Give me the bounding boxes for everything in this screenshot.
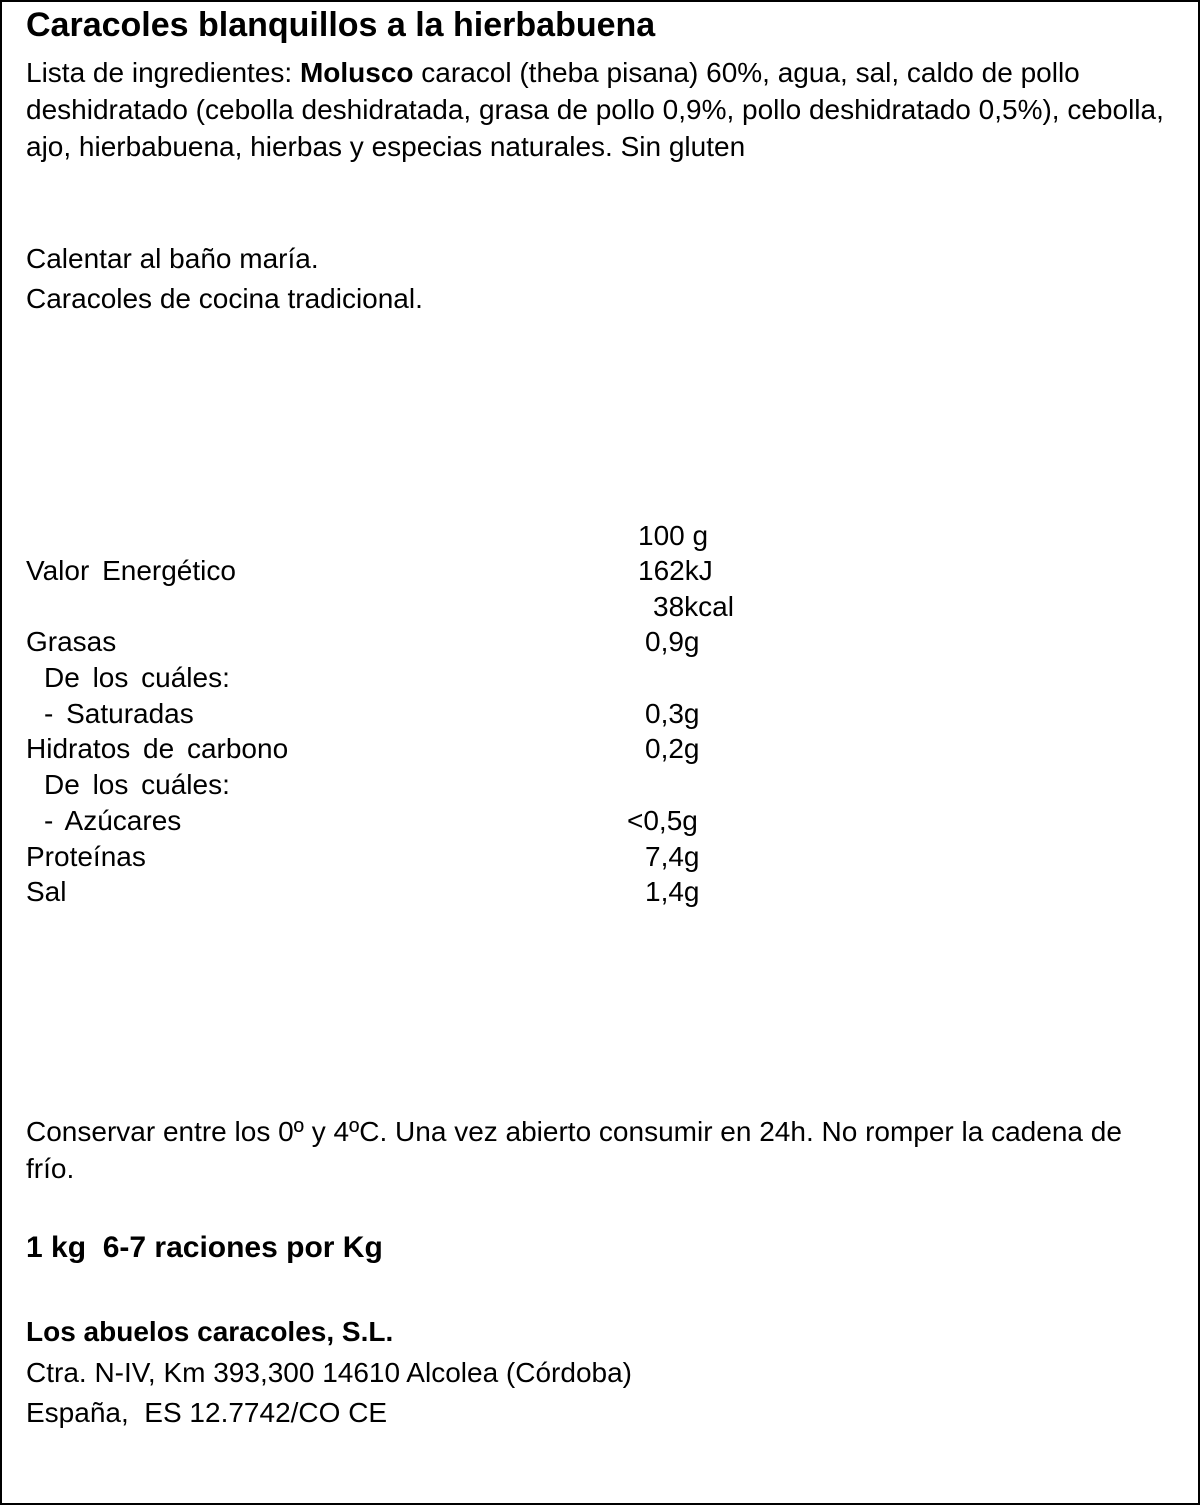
nutrition-value-energy-kj: 162kJ xyxy=(638,555,713,586)
ingredients-list xyxy=(26,54,1176,165)
nutrition-value-saturated: 0,3g xyxy=(645,698,700,729)
nutrition-label-of-which-carbs: De los cuáles: xyxy=(44,769,230,800)
ingredients-allergen: Molusco xyxy=(299,57,414,88)
nutrition-value-sugars: <0,5g xyxy=(627,805,698,836)
nutrition-header: 100 g xyxy=(638,520,709,551)
nutrition-label-of-which-fat: De los cuáles: xyxy=(44,662,230,693)
nutrition-value-energy-kcal: 38kcal xyxy=(653,591,734,622)
nutrition-value-fat: 0,9g xyxy=(645,626,700,657)
health-registry: España, ES 12.7742/CO CE xyxy=(26,1397,388,1428)
nutrition-label-energy: Valor Energético xyxy=(26,555,236,586)
nutrition-label-carbs: Hidratos de carbono xyxy=(26,733,289,764)
ingredients-prefix: Lista de ingredientes: xyxy=(26,57,300,88)
net-weight: 1 kg 6-7 raciones por Kg xyxy=(26,1231,383,1264)
nutrition-label-protein: Proteínas xyxy=(26,841,146,872)
ingredients-rest: caracol (theba pisana) 60%, agua, sal, caldo de pollo deshidratado (cebolla deshidratada, grasa de pollo 0,9%, pollo deshidratado 0,5%), cebolla, ajo, hierbabuena, hierbas y especias naturales. Sin gluten xyxy=(26,57,1164,162)
instruction-heating: Calentar al baño maría. xyxy=(26,243,319,274)
nutrition-value-protein: 7,4g xyxy=(645,841,700,872)
company-name: Los abuelos caracoles, S.L. xyxy=(26,1316,394,1347)
nutrition-value-salt: 1,4g xyxy=(645,876,700,907)
instruction-cooking: Caracoles de cocina tradicional. xyxy=(26,283,423,314)
company-address: Ctra. N-IV, Km 393,300 14610 Alcolea (Córdoba) xyxy=(26,1357,632,1388)
nutrition-label-sugars: - Azúcares xyxy=(44,805,182,836)
nutrition-label-salt: Sal xyxy=(26,876,67,907)
storage-instructions: Conservar entre los 0º y 4ºC. Una vez abierto consumir en 24h. No romper la cadena de frío. xyxy=(26,1116,1122,1184)
nutrition-label-saturated: - Saturadas xyxy=(44,698,194,729)
nutrition-label-fat: Grasas xyxy=(26,626,117,657)
product-title: Caracoles blanquillos a la hierbabuena xyxy=(26,6,656,44)
nutrition-value-carbs: 0,2g xyxy=(645,733,700,764)
